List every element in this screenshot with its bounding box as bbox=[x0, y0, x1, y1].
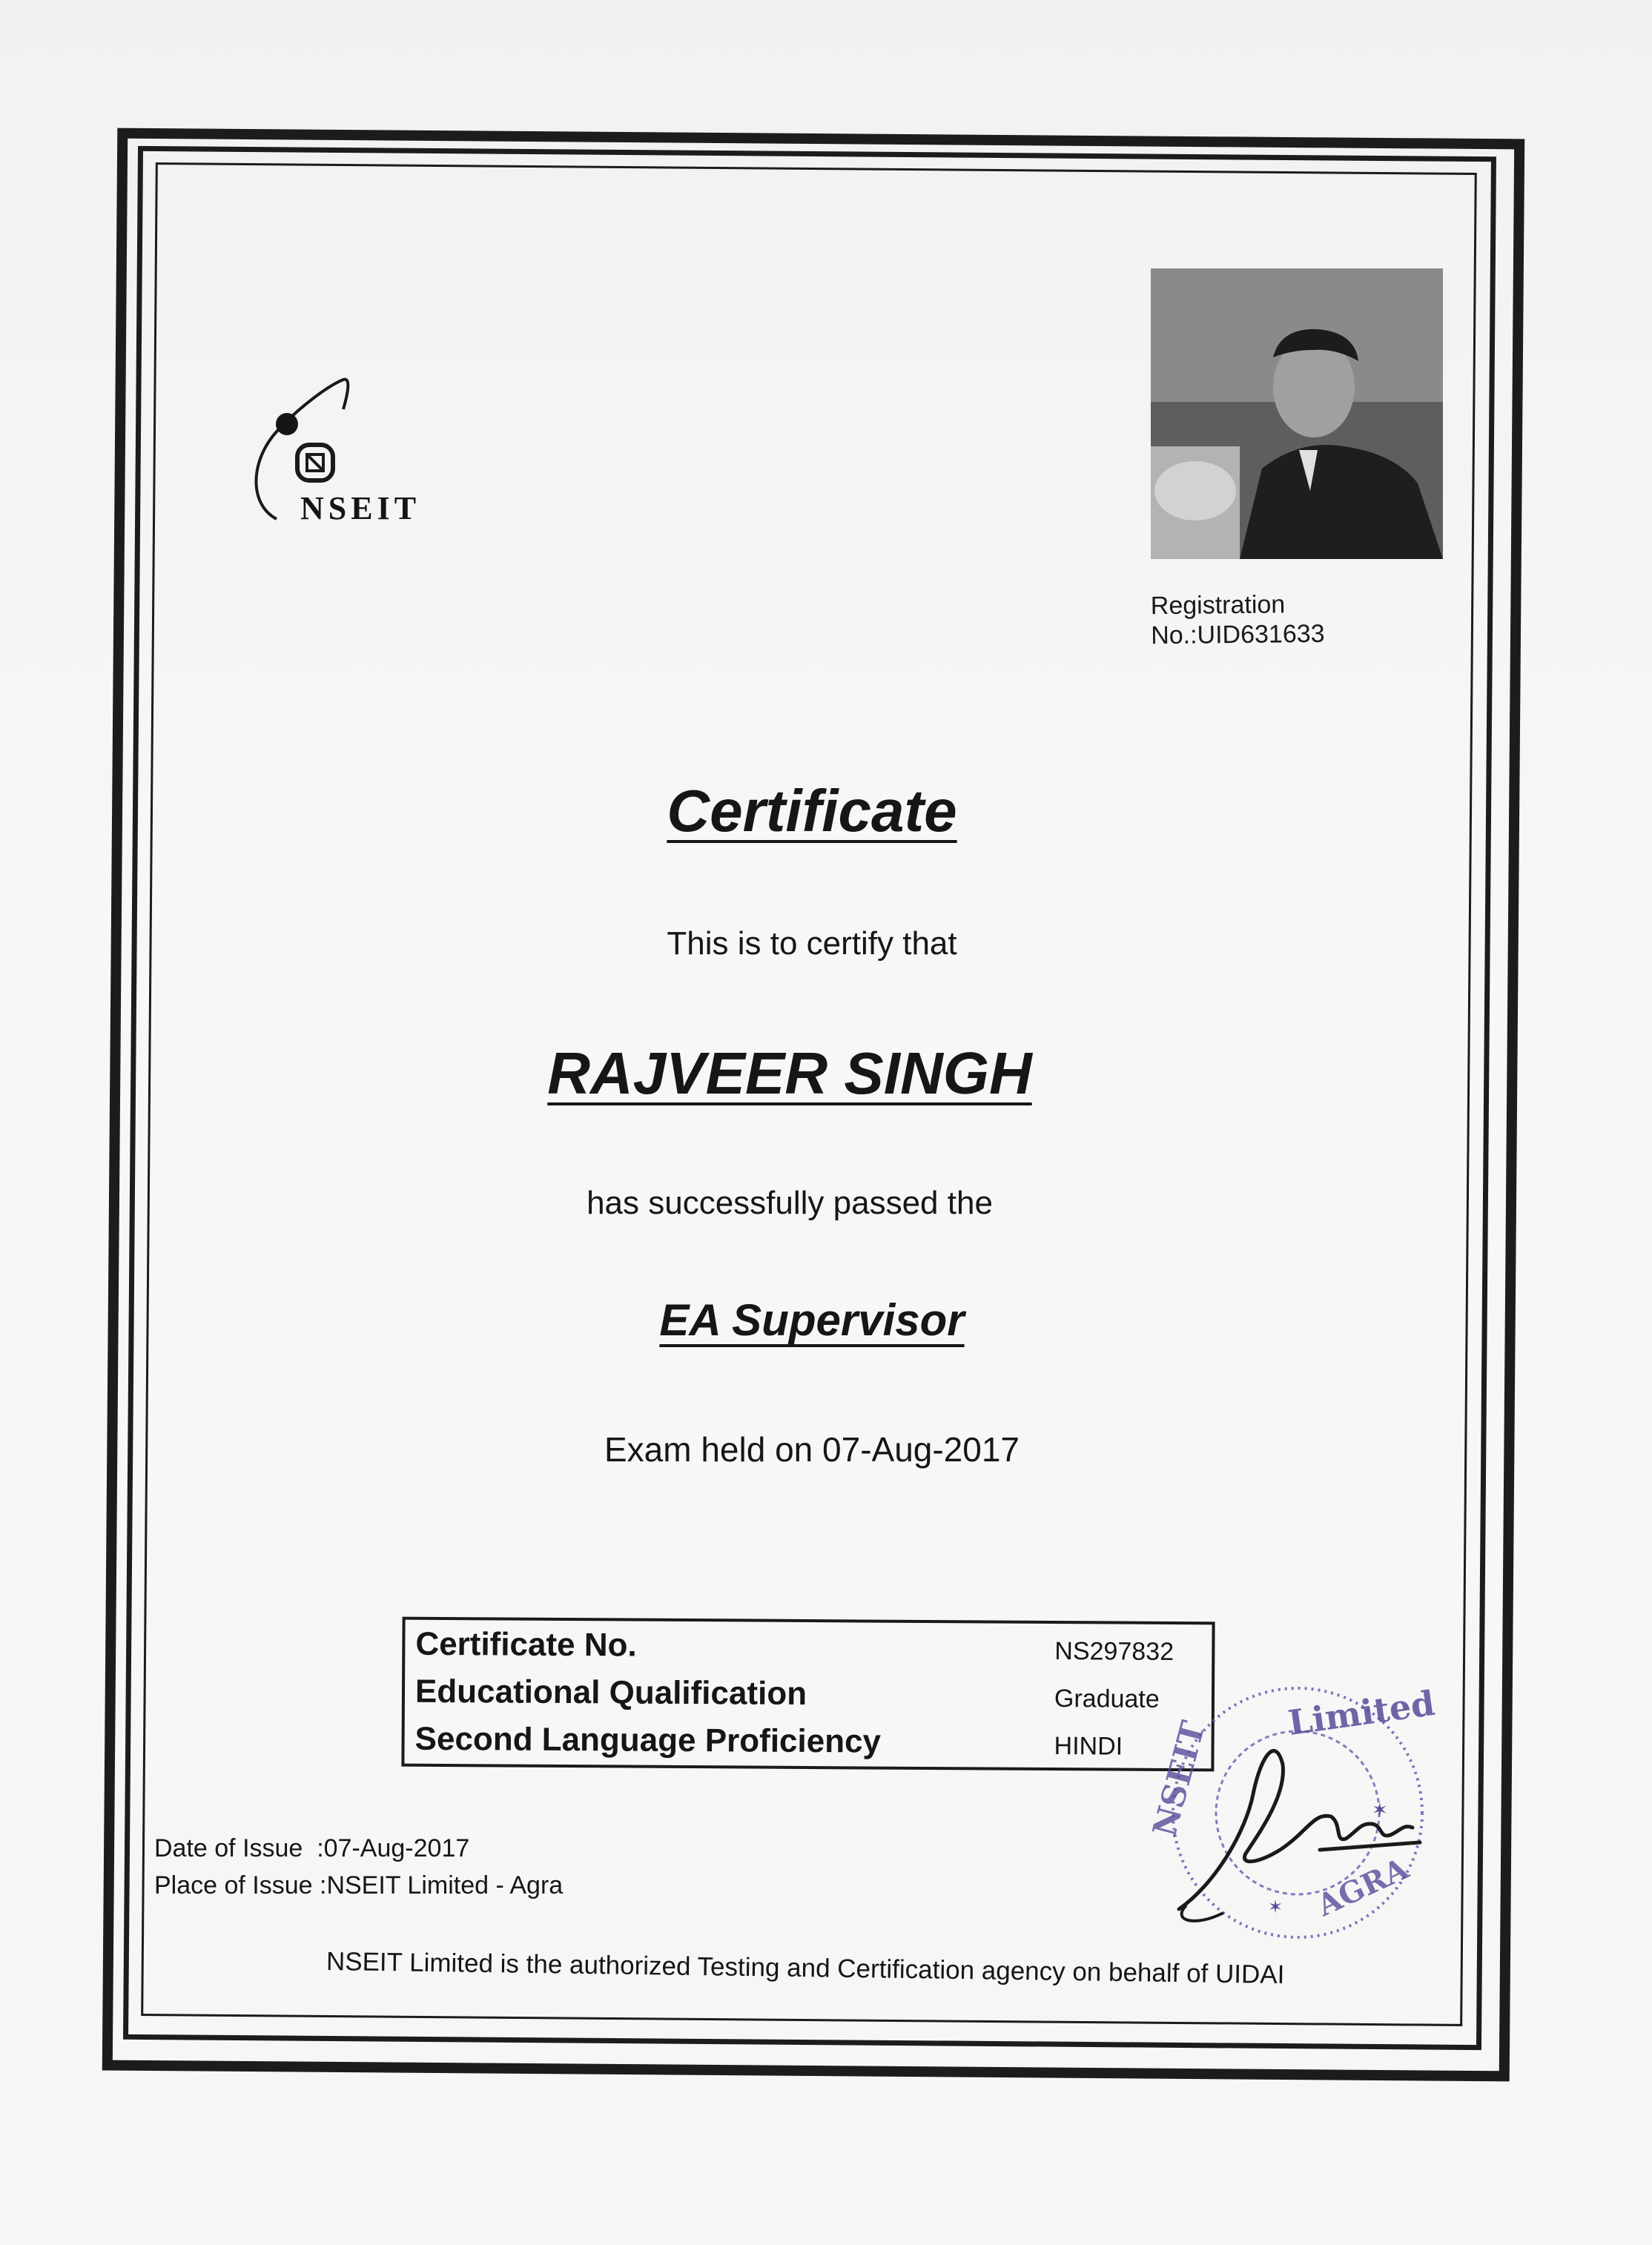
exam-date-line: Exam held on 07-Aug-2017 bbox=[604, 1430, 1020, 1469]
detail-value-qualification: Graduate bbox=[1054, 1684, 1160, 1713]
svg-text:AGRA: AGRA bbox=[1312, 1851, 1414, 1924]
details-table bbox=[401, 1617, 1215, 1772]
detail-label-certificate-no: Certificate No. bbox=[415, 1625, 637, 1664]
logo-text: NSEIT bbox=[300, 490, 421, 526]
detail-value-language: HINDI bbox=[1054, 1732, 1123, 1761]
candidate-name-text: RAJVEER SINGH bbox=[547, 1040, 1032, 1106]
date-of-issue: Date of Issue :07-Aug-2017 bbox=[154, 1834, 470, 1862]
issue-block bbox=[154, 1830, 563, 1904]
stamp-seal-icon bbox=[1146, 1682, 1438, 1943]
svg-text:NSEIT: NSEIT bbox=[1146, 1717, 1213, 1841]
place-of-issue: Place of Issue :NSEIT Limited - Agra bbox=[154, 1871, 564, 1900]
passed-line: has successfully passed the bbox=[587, 1185, 993, 1221]
svg-text:✶: ✶ bbox=[1268, 1897, 1283, 1917]
exam-name bbox=[148, 1295, 1476, 1346]
svg-text:✶: ✶ bbox=[1372, 1799, 1388, 1821]
registration-number: No.:UID631633 bbox=[1151, 619, 1325, 650]
certificate-title-text: Certificate bbox=[667, 778, 957, 844]
exam-name-text: EA Supervisor bbox=[659, 1295, 965, 1345]
detail-value-certificate-no: NS297832 bbox=[1054, 1637, 1174, 1667]
detail-label-language: Second Language Proficiency bbox=[414, 1720, 882, 1760]
registration-label: Registration bbox=[1150, 590, 1286, 621]
candidate-name bbox=[126, 1039, 1453, 1108]
registration-block bbox=[1151, 589, 1325, 650]
candidate-photo bbox=[1151, 268, 1443, 559]
footer-note: NSEIT Limited is the authorized Testing and Certification agency on behalf of UIDAI bbox=[326, 1947, 1285, 1990]
certificate-title bbox=[148, 777, 1476, 845]
certify-line: This is to certify that bbox=[667, 925, 957, 962]
svg-text:Limited: Limited bbox=[1286, 1682, 1438, 1743]
detail-label-qualification: Educational Qualification bbox=[414, 1673, 807, 1712]
